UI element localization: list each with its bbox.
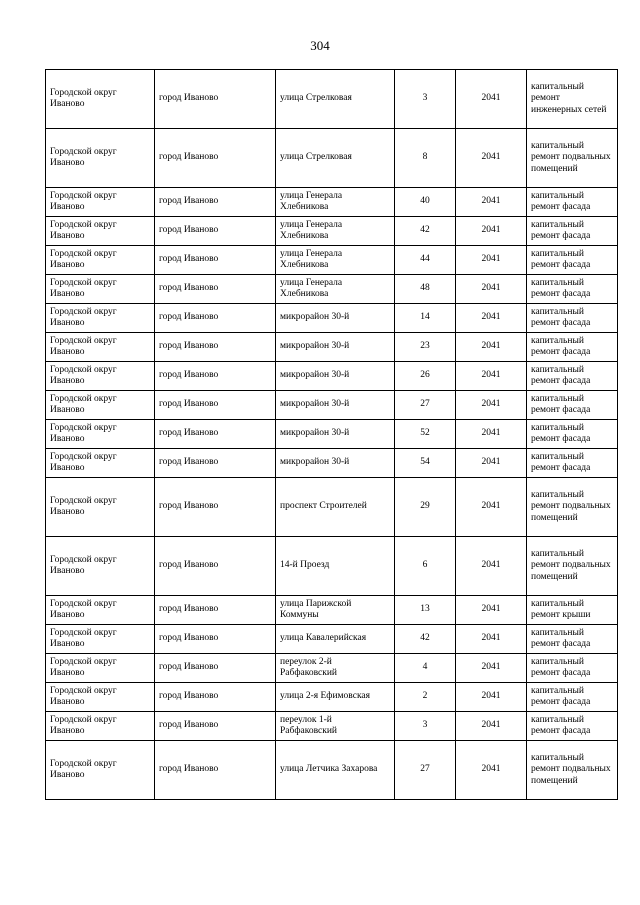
cell-okrug: Городской округ Иваново	[46, 420, 155, 449]
cell-okrug: Городской округ Иваново	[46, 275, 155, 304]
cell-year: 2041	[456, 275, 527, 304]
cell-city: город Иваново	[155, 478, 276, 537]
cell-house-number: 23	[395, 333, 456, 362]
cell-city: город Иваново	[155, 420, 276, 449]
cell-city: город Иваново	[155, 654, 276, 683]
cell-house-number: 29	[395, 478, 456, 537]
cell-street: улица 2-я Ефимовская	[276, 683, 395, 712]
cell-house-number: 27	[395, 741, 456, 800]
table-row	[46, 712, 618, 741]
cell-okrug: Городской округ Иваново	[46, 129, 155, 188]
cell-work-type: капитальный ремонт фасада	[527, 449, 618, 478]
cell-city: город Иваново	[155, 246, 276, 275]
cell-okrug: Городской округ Иваново	[46, 391, 155, 420]
cell-work-type: капитальный ремонт фасада	[527, 362, 618, 391]
cell-work-type: капитальный ремонт подвальных помещений	[527, 741, 618, 800]
cell-house-number: 14	[395, 304, 456, 333]
cell-house-number: 26	[395, 362, 456, 391]
cell-okrug: Городской округ Иваново	[46, 625, 155, 654]
cell-city: город Иваново	[155, 129, 276, 188]
cell-work-type: капитальный ремонт фасада	[527, 246, 618, 275]
cell-street: улица Парижской Коммуны	[276, 596, 395, 625]
cell-street: 14-й Проезд	[276, 537, 395, 596]
cell-year: 2041	[456, 217, 527, 246]
table-row	[46, 217, 618, 246]
table-row	[46, 304, 618, 333]
cell-house-number: 54	[395, 449, 456, 478]
cell-year: 2041	[456, 625, 527, 654]
cell-city: город Иваново	[155, 188, 276, 217]
cell-street: микрорайон 30-й	[276, 362, 395, 391]
cell-year: 2041	[456, 391, 527, 420]
cell-street: микрорайон 30-й	[276, 420, 395, 449]
cell-okrug: Городской округ Иваново	[46, 217, 155, 246]
cell-house-number: 44	[395, 246, 456, 275]
cell-okrug: Городской округ Иваново	[46, 246, 155, 275]
cell-street: переулок 2-й Рабфаковский	[276, 654, 395, 683]
table-row	[46, 275, 618, 304]
cell-street: переулок 1-й Рабфаковский	[276, 712, 395, 741]
cell-house-number: 52	[395, 420, 456, 449]
table-row	[46, 246, 618, 275]
cell-street: улица Генерала Хлебникова	[276, 275, 395, 304]
table-row	[46, 188, 618, 217]
cell-house-number: 42	[395, 625, 456, 654]
cell-street: проспект Строителей	[276, 478, 395, 537]
table-row	[46, 741, 618, 800]
cell-house-number: 13	[395, 596, 456, 625]
cell-year: 2041	[456, 420, 527, 449]
table-row	[46, 654, 618, 683]
cell-work-type: капитальный ремонт фасада	[527, 712, 618, 741]
cell-city: город Иваново	[155, 70, 276, 129]
cell-year: 2041	[456, 741, 527, 800]
cell-house-number: 6	[395, 537, 456, 596]
cell-city: город Иваново	[155, 275, 276, 304]
cell-city: город Иваново	[155, 217, 276, 246]
cell-city: город Иваново	[155, 596, 276, 625]
cell-work-type: капитальный ремонт фасада	[527, 275, 618, 304]
table-row	[46, 625, 618, 654]
cell-work-type: капитальный ремонт фасада	[527, 333, 618, 362]
cell-street: улица Кавалерийская	[276, 625, 395, 654]
cell-street: микрорайон 30-й	[276, 304, 395, 333]
cell-city: город Иваново	[155, 449, 276, 478]
cell-street: улица Стрелковая	[276, 129, 395, 188]
cell-work-type: капитальный ремонт подвальных помещений	[527, 129, 618, 188]
cell-work-type: капитальный ремонт фасада	[527, 625, 618, 654]
cell-year: 2041	[456, 449, 527, 478]
cell-okrug: Городской округ Иваново	[46, 188, 155, 217]
cell-house-number: 40	[395, 188, 456, 217]
table-row	[46, 449, 618, 478]
cell-year: 2041	[456, 362, 527, 391]
table-row	[46, 537, 618, 596]
cell-city: город Иваново	[155, 625, 276, 654]
cell-city: город Иваново	[155, 712, 276, 741]
cell-okrug: Городской округ Иваново	[46, 596, 155, 625]
cell-year: 2041	[456, 683, 527, 712]
cell-house-number: 42	[395, 217, 456, 246]
cell-year: 2041	[456, 129, 527, 188]
cell-okrug: Городской округ Иваново	[46, 683, 155, 712]
cell-okrug: Городской округ Иваново	[46, 304, 155, 333]
repair-schedule-table	[45, 69, 618, 800]
cell-year: 2041	[456, 712, 527, 741]
table-row	[46, 596, 618, 625]
cell-city: город Иваново	[155, 333, 276, 362]
cell-okrug: Городской округ Иваново	[46, 70, 155, 129]
cell-work-type: капитальный ремонт фасада	[527, 304, 618, 333]
table-row	[46, 129, 618, 188]
cell-work-type: капитальный ремонт крыши	[527, 596, 618, 625]
cell-house-number: 48	[395, 275, 456, 304]
cell-city: город Иваново	[155, 391, 276, 420]
cell-okrug: Городской округ Иваново	[46, 333, 155, 362]
cell-work-type: капитальный ремонт подвальных помещений	[527, 537, 618, 596]
cell-year: 2041	[456, 246, 527, 275]
cell-house-number: 3	[395, 712, 456, 741]
cell-house-number: 27	[395, 391, 456, 420]
cell-okrug: Городской округ Иваново	[46, 712, 155, 741]
cell-street: улица Летчика Захарова	[276, 741, 395, 800]
cell-street: микрорайон 30-й	[276, 391, 395, 420]
cell-work-type: капитальный ремонт подвальных помещений	[527, 478, 618, 537]
cell-year: 2041	[456, 654, 527, 683]
table-row	[46, 391, 618, 420]
cell-work-type: капитальный ремонт фасада	[527, 217, 618, 246]
cell-year: 2041	[456, 70, 527, 129]
cell-okrug: Городской округ Иваново	[46, 741, 155, 800]
cell-street: улица Генерала Хлебникова	[276, 188, 395, 217]
table-row	[46, 683, 618, 712]
cell-work-type: капитальный ремонт фасада	[527, 683, 618, 712]
cell-street: микрорайон 30-й	[276, 449, 395, 478]
cell-okrug: Городской округ Иваново	[46, 449, 155, 478]
cell-city: город Иваново	[155, 304, 276, 333]
page-number: 304	[310, 38, 330, 53]
cell-house-number: 4	[395, 654, 456, 683]
table-row	[46, 70, 618, 129]
cell-year: 2041	[456, 304, 527, 333]
table-row	[46, 333, 618, 362]
table-row	[46, 478, 618, 537]
cell-work-type: капитальный ремонт фасада	[527, 420, 618, 449]
cell-street: микрорайон 30-й	[276, 333, 395, 362]
cell-house-number: 3	[395, 70, 456, 129]
cell-okrug: Городской округ Иваново	[46, 362, 155, 391]
cell-street: улица Стрелковая	[276, 70, 395, 129]
cell-okrug: Городской округ Иваново	[46, 537, 155, 596]
cell-year: 2041	[456, 333, 527, 362]
cell-city: город Иваново	[155, 741, 276, 800]
table-row	[46, 420, 618, 449]
cell-city: город Иваново	[155, 683, 276, 712]
cell-street: улица Генерала Хлебникова	[276, 217, 395, 246]
cell-work-type: капитальный ремонт фасада	[527, 188, 618, 217]
cell-city: город Иваново	[155, 537, 276, 596]
cell-city: город Иваново	[155, 362, 276, 391]
cell-street: улица Генерала Хлебникова	[276, 246, 395, 275]
cell-year: 2041	[456, 478, 527, 537]
cell-year: 2041	[456, 188, 527, 217]
cell-okrug: Городской округ Иваново	[46, 478, 155, 537]
cell-work-type: капитальный ремонт фасада	[527, 654, 618, 683]
table-row	[46, 362, 618, 391]
cell-work-type: капитальный ремонт фасада	[527, 391, 618, 420]
cell-year: 2041	[456, 537, 527, 596]
cell-house-number: 8	[395, 129, 456, 188]
cell-okrug: Городской округ Иваново	[46, 654, 155, 683]
cell-house-number: 2	[395, 683, 456, 712]
cell-work-type: капитальный ремонт инженерных сетей	[527, 70, 618, 129]
cell-year: 2041	[456, 596, 527, 625]
